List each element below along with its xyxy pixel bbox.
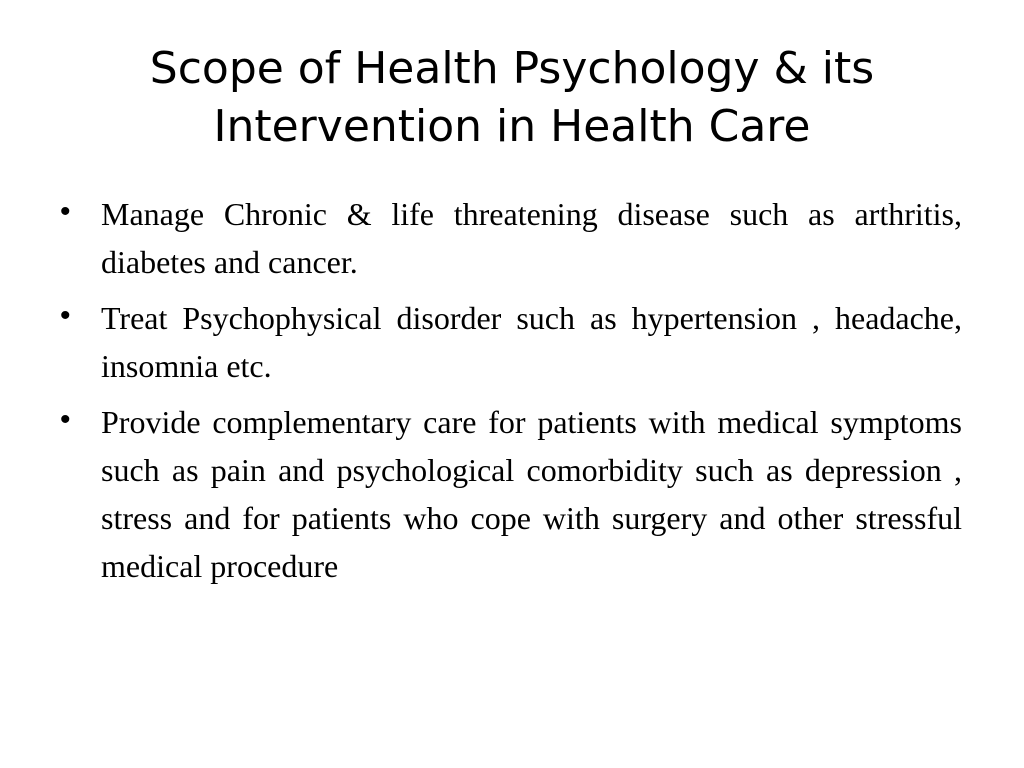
bullet-item-chronic-disease — [60, 190, 962, 286]
bullet-text: Provide complementary care for patients with medical symptoms such as pain and psychological comorbidity such as depression , stress and for patients who cope with surgery and other stressful medical procedure — [101, 404, 962, 584]
slide-title-line-1: Scope of Health Psychology & its — [149, 43, 875, 94]
bullet-item-psychophysical-disorder — [60, 294, 962, 390]
bullet-text: Manage Chronic & life threatening disease such as arthritis, diabetes and cancer. — [101, 196, 962, 280]
bullet-text: Treat Psychophysical disorder such as hypertension , headache, insomnia etc. — [101, 300, 962, 384]
bullet-dot-icon: • — [60, 299, 71, 332]
slide-title-line-2: Intervention in Health Care — [213, 101, 811, 152]
bullet-dot-icon: • — [60, 195, 71, 228]
slide-title — [60, 40, 964, 156]
bullet-item-complementary-care — [60, 398, 962, 590]
bullet-list — [60, 190, 962, 598]
bullet-dot-icon: • — [60, 403, 71, 436]
